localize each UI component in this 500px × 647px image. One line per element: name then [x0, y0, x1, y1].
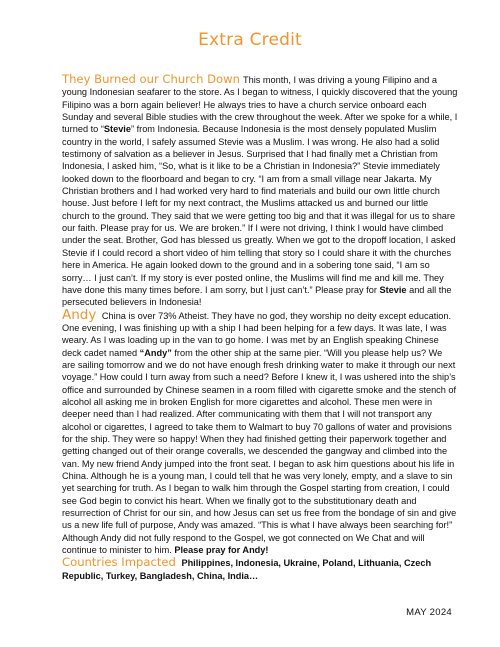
- page-title: Extra Credit: [198, 30, 302, 50]
- section-heading-countries: Countries Impacted: [62, 555, 176, 570]
- person-name: “Andy”: [139, 347, 172, 358]
- story-stevie: [62, 73, 458, 309]
- section-heading-andy: Andy: [62, 306, 97, 323]
- story-text: This month, I was driving a young Filipino and a young Indonesian seafarer to the store. As I began to witness, I quickly discovered that the young Filipino was a born again believer! He always tries to have a church service onboard each Sunday and several Bible studies with the crew throughout the week. After we spoke for a while, I turned to “: [62, 75, 458, 135]
- countries-list: Philippines, Indonesia, Ukraine, Poland, Lithuania, Czech Republic, Turkey, Bangladesh, China, India…: [62, 558, 432, 581]
- story-text: China is over 73% Atheist. They have no god, they worship no deity except education. One evening, I was finishing up with a ship I had been helping for a few days. It was late, I was weary. As I was loading up in the van to go home. I was met by an English speaking Chinese deck cadet named: [62, 310, 452, 358]
- person-name: Stevie: [103, 124, 131, 135]
- prayer-request: Please pray for Andy!: [174, 545, 269, 556]
- section-heading-church: They Burned our Church Down: [62, 72, 240, 86]
- person-name: Stevie: [379, 284, 407, 295]
- story-text: from the other ship at the same pier. “Will you please help us? We are sailing tomorrow and we do not have enough fresh drinking water to make it through our next voyage.” How could I turn away from such a need? Before I knew it, I was ushered into the ship’s office and surrounded by Chinese seamen in a room filled with cigarette smoke and the stench of alcohol all asking me in broken English for more cigarettes and alcohol. These men were in deeper need than I had realized. After communicating with them that I will not transport any alcohol or cigarettes, I agreed to take them to Walmart to buy 70 gallons of water and provisions for the ship. They were so happy! When they had finished getting their paperwork together and getting changed out of their orange coveralls, we descended the gangway and climbed into the van. My new friend Andy jumped into the front seat. I began to ask him questions about his life in China. Although he is a young man, I could tell that he was very lonely, empty, and a slave to sin yet searching for truth. As I began to walk him through the Gospel starting from creation, I could see God begin to convict his heart. When we finally got to the substitutionary death and resurrection of Christ for our sin, and how Jesus can set us free from the bondage of sin and give us a new life full of purpose, Andy was amazed. “This is what I have always been searching for!” Although Andy did not fully respond to the Gospel, we got connected on We Chat and will continue to minister to him.: [62, 347, 457, 556]
- story-andy: [62, 306, 458, 557]
- issue-date: MAY 2024: [406, 607, 452, 618]
- newsletter-body: [62, 73, 458, 582]
- countries-section: [62, 556, 458, 582]
- story-text: ” from Indonesia. Because Indonesia is the most densely populated Muslim country in the world, I safely assumed Stevie was a Muslim. I was wrong. He also had a solid testimony of salvation as a believer in Jesus. Surprised that I had finally met a Christian from Indonesia, I asked him, “So, what is it like to be a Christian in Indonesia?” Stevie immediately looked down to the floorboard and began to cry. “I am from a small village near Jakarta. My Christian brothers and I had worked very hard to find materials and build our own little church house. Just before I left for my next contract, the Muslims attacked us and burned our little church to the ground. They said that we were getting too big and that it was illegal for us to share our faith. Please pray for us. We are broken.” If I were not driving, I think I would have climbed under the seat. Brother, God has blessed us greatly. When we got to the dropoff location, I asked Stevie if I could record a short video of him telling that story so I could share it with the churches here in America. He again looked down to the ground and in a sobering tone said, “I am so sorry… I just can’t. If my story is ever posted online, the Muslims will find me and kill me. They have done this many times before. I am sorry, but I just can’t.” Please pray for: [62, 124, 456, 295]
- story-text: and all the persecuted believers in Indonesia!: [62, 284, 452, 308]
